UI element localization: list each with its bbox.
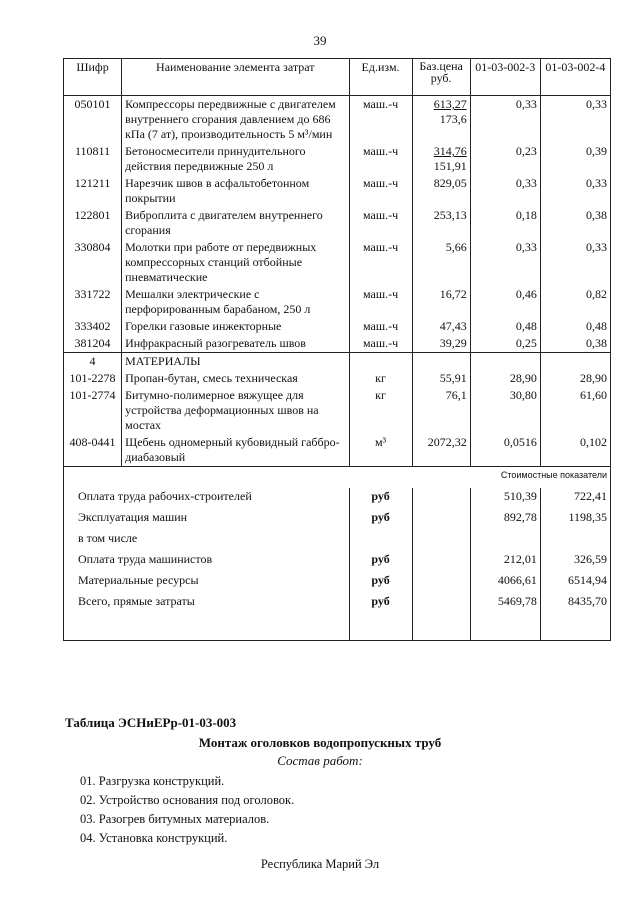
row-name: Пропан-бутан, смесь техническая — [122, 370, 349, 387]
row-norm-3: 30,80 — [470, 387, 540, 434]
row-code: 110811 — [64, 143, 122, 175]
spacer-cell — [470, 614, 540, 641]
work-item: 01. Разгрузка конструкций. — [80, 774, 225, 788]
header-unit: Ед.изм. — [349, 59, 412, 96]
row-norm-3: 0,33 — [470, 175, 540, 207]
row-name: Нарезчик швов в асфальтобетонном покрытии — [122, 175, 349, 207]
row-norm-3: 0,23 — [470, 143, 540, 175]
spacer-cell — [64, 614, 350, 641]
summary-empty-cell — [412, 593, 470, 614]
row-norm-3: 0,25 — [470, 335, 540, 353]
row-base-price — [412, 175, 470, 207]
summary-spacer-row — [64, 614, 611, 641]
summary-unit: руб — [349, 488, 412, 509]
work-item: 03. Разогрев битумных материалов. — [80, 812, 270, 826]
base-price-value: 39,29 — [439, 336, 467, 350]
row-unit: маш.-ч — [349, 318, 412, 335]
row-code: 050101 — [64, 96, 122, 144]
row-base-price — [412, 286, 470, 318]
header-norm-3: 01-03-002-3 — [470, 59, 540, 96]
row-unit: кг — [349, 370, 412, 387]
row-name: Горелки газовые инжекторные — [122, 318, 349, 335]
header-code: Шифр — [64, 59, 122, 96]
row-norm-3: 28,90 — [470, 370, 540, 387]
resource-rows — [64, 96, 611, 467]
summary-unit: руб — [349, 572, 412, 593]
summary-norm-4 — [540, 530, 610, 551]
summary-unit: руб — [349, 509, 412, 530]
base-price-value: 613,27 — [433, 97, 467, 111]
summary-empty-cell — [412, 572, 470, 593]
base-price-value: 16,72 — [439, 287, 467, 301]
summary-norm-4: 722,41 — [540, 488, 610, 509]
row-name: Битумно-полимерное вяжущее для устройства деформационных швов на мостах — [122, 387, 349, 434]
base-price-secondary: 151,91 — [433, 159, 467, 173]
summary-row — [64, 488, 611, 509]
summary-row — [64, 593, 611, 614]
summary-label: Оплата труда рабочих-строителей — [64, 488, 350, 509]
next-table-title: Монтаж оголовков водопропускных труб — [198, 735, 442, 750]
summary-empty-cell — [412, 551, 470, 572]
indicator-label: Стоимостные показатели — [64, 467, 611, 489]
base-price-secondary: 173,6 — [439, 112, 467, 126]
base-price-value: 5,66 — [445, 240, 467, 254]
base-price-value: 829,05 — [433, 176, 467, 190]
works-title: Состав работ: — [277, 753, 363, 768]
section-number: 4 — [64, 353, 122, 371]
table-row — [64, 175, 611, 207]
section-empty-cell — [470, 353, 540, 371]
section-empty-cell — [412, 353, 470, 371]
row-code: 381204 — [64, 335, 122, 353]
next-table-caption: Таблица ЭСНиЕРр-01-03-003 — [65, 715, 237, 730]
summary-norm-4: 326,59 — [540, 551, 610, 572]
summary-row — [64, 530, 611, 551]
table-row — [64, 387, 611, 434]
header-norm-4: 01-03-002-4 — [540, 59, 610, 96]
summary-label: Материальные ресурсы — [64, 572, 350, 593]
row-base-price — [412, 96, 470, 144]
table-row — [64, 143, 611, 175]
row-code: 101-2774 — [64, 387, 122, 434]
row-base-price — [412, 335, 470, 353]
row-norm-4: 0,102 — [540, 434, 610, 467]
summary-empty-cell — [412, 530, 470, 551]
table-row — [64, 207, 611, 239]
summary-norm-3: 892,78 — [470, 509, 540, 530]
page-number: 39 — [313, 33, 327, 48]
row-norm-3: 0,46 — [470, 286, 540, 318]
spacer-cell — [349, 614, 412, 641]
row-norm-4: 61,60 — [540, 387, 610, 434]
summary-norm-3 — [470, 530, 540, 551]
spacer-cell — [540, 614, 610, 641]
row-base-price — [412, 143, 470, 175]
row-code: 101-2278 — [64, 370, 122, 387]
base-price-value: 314,76 — [433, 144, 467, 158]
row-name: Мешалки электрические с перфорированным барабаном, 250 л — [122, 286, 349, 318]
row-base-price: 76,1 — [412, 387, 470, 434]
row-name: Компрессоры передвижные с двигателем внутреннего сгорания давлением до 686 кПа (7 ат), производительность 5 м³/мин — [122, 96, 349, 144]
header-base-price: Баз.цена руб. — [412, 59, 470, 96]
row-norm-4: 0,33 — [540, 96, 610, 144]
row-norm-4: 0,82 — [540, 286, 610, 318]
summary-norm-4: 6514,94 — [540, 572, 610, 593]
summary-rows — [64, 467, 611, 641]
table-row — [64, 286, 611, 318]
row-norm-3: 0,18 — [470, 207, 540, 239]
base-price-value: 253,13 — [433, 208, 467, 222]
row-code: 122801 — [64, 207, 122, 239]
row-unit: маш.-ч — [349, 286, 412, 318]
summary-label: Оплата труда машинистов — [64, 551, 350, 572]
row-base-price: 55,91 — [412, 370, 470, 387]
summary-empty-cell — [412, 509, 470, 530]
row-unit: м³ — [349, 434, 412, 467]
header-name: Наименование элемента затрат — [122, 59, 349, 96]
row-unit: маш.-ч — [349, 239, 412, 286]
indicator-row — [64, 467, 611, 489]
row-norm-4: 28,90 — [540, 370, 610, 387]
row-norm-3: 0,33 — [470, 239, 540, 286]
summary-norm-4: 8435,70 — [540, 593, 610, 614]
summary-norm-4: 1198,35 — [540, 509, 610, 530]
row-unit: маш.-ч — [349, 175, 412, 207]
summary-unit: руб — [349, 551, 412, 572]
spacer-cell — [412, 614, 470, 641]
resource-table — [63, 58, 611, 641]
base-price-value: 47,43 — [439, 319, 467, 333]
section-title: МАТЕРИАЛЫ — [122, 353, 349, 371]
summary-norm-3: 212,01 — [470, 551, 540, 572]
table-header-row — [64, 59, 611, 96]
summary-unit: руб — [349, 593, 412, 614]
table-row — [64, 335, 611, 353]
table-row — [64, 370, 611, 387]
summary-norm-3: 5469,78 — [470, 593, 540, 614]
row-norm-3: 0,33 — [470, 96, 540, 144]
section-row — [64, 353, 611, 371]
summary-row — [64, 572, 611, 593]
table-row — [64, 239, 611, 286]
work-item: 04. Установка конструкций. — [80, 831, 228, 845]
summary-empty-cell — [412, 488, 470, 509]
row-unit: кг — [349, 387, 412, 434]
works-list — [80, 772, 294, 848]
row-norm-3: 0,48 — [470, 318, 540, 335]
row-name: Виброплита с двигателем внутреннего сгорания — [122, 207, 349, 239]
row-norm-4: 0,38 — [540, 335, 610, 353]
summary-norm-3: 4066,61 — [470, 572, 540, 593]
row-name: Инфракрасный разогреватель швов — [122, 335, 349, 353]
row-unit: маш.-ч — [349, 96, 412, 144]
summary-label: Всего, прямые затраты — [64, 593, 350, 614]
summary-label: Эксплуатация машин — [64, 509, 350, 530]
row-norm-4: 0,39 — [540, 143, 610, 175]
row-code: 331722 — [64, 286, 122, 318]
work-item: 02. Устройство основания под оголовок. — [80, 793, 295, 807]
row-norm-4: 0,48 — [540, 318, 610, 335]
row-norm-4: 0,33 — [540, 175, 610, 207]
row-base-price: 2072,32 — [412, 434, 470, 467]
summary-norm-3: 510,39 — [470, 488, 540, 509]
summary-row — [64, 509, 611, 530]
section-empty-cell — [349, 353, 412, 371]
row-code: 330804 — [64, 239, 122, 286]
row-name: Бетоносмесители принудительного действия передвижные 250 л — [122, 143, 349, 175]
row-base-price — [412, 207, 470, 239]
table-row — [64, 96, 611, 144]
section-empty-cell — [540, 353, 610, 371]
row-unit: маш.-ч — [349, 143, 412, 175]
summary-label: в том числе — [64, 530, 350, 551]
row-code: 333402 — [64, 318, 122, 335]
row-name: Щебень одномерный кубовидный габбро-диабазовый — [122, 434, 349, 467]
row-name: Молотки при работе от передвижных компрессорных станций отбойные пневматические — [122, 239, 349, 286]
row-base-price — [412, 318, 470, 335]
footer-region: Республика Марий Эл — [260, 857, 380, 871]
row-code: 408-0441 — [64, 434, 122, 467]
table-row — [64, 318, 611, 335]
row-unit: маш.-ч — [349, 207, 412, 239]
row-code: 121211 — [64, 175, 122, 207]
row-norm-4: 0,38 — [540, 207, 610, 239]
row-base-price — [412, 239, 470, 286]
row-norm-4: 0,33 — [540, 239, 610, 286]
summary-row — [64, 551, 611, 572]
table-row — [64, 434, 611, 467]
summary-unit — [349, 530, 412, 551]
row-unit: маш.-ч — [349, 335, 412, 353]
row-norm-3: 0,0516 — [470, 434, 540, 467]
